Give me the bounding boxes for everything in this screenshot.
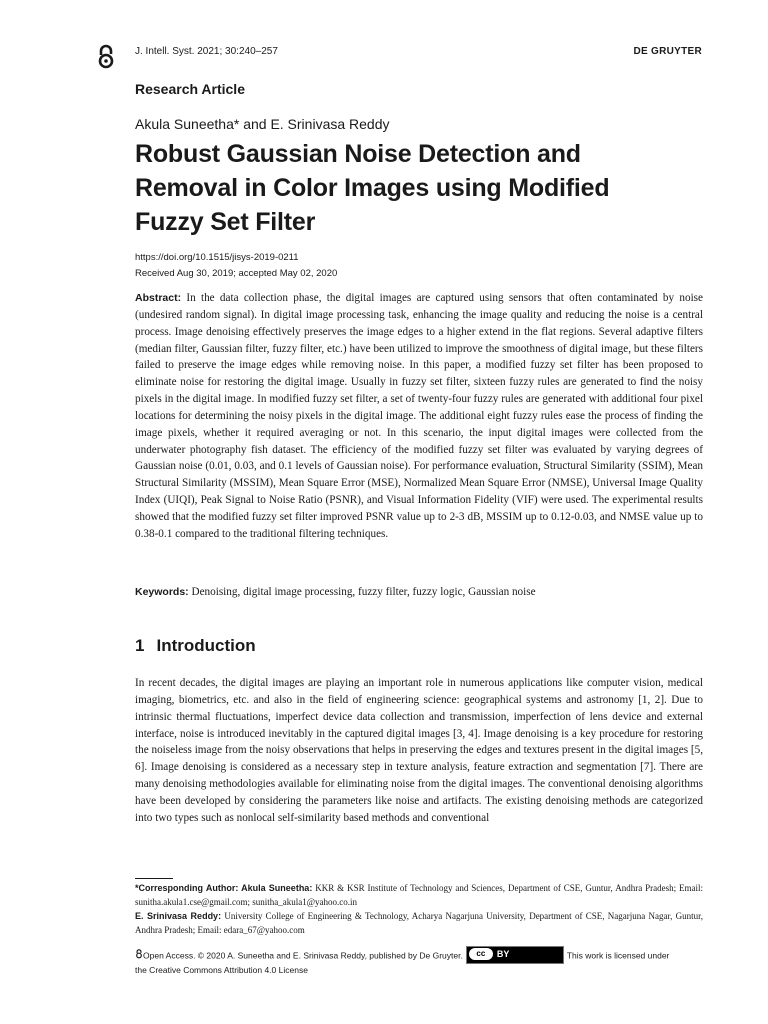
keywords-label: Keywords:	[135, 586, 189, 598]
license-text-after: This work is licensed under	[566, 950, 670, 961]
footnote-second-author	[135, 909, 703, 937]
cc-by-badge[interactable]	[466, 946, 564, 964]
second-author-label: E. Srinivasa Reddy:	[135, 911, 222, 921]
abstract-text: In the data collection phase, the digital images are captured using sensors that often contaminated by noise (undesired random signal). In digital image processing task, enhancing the image quality and reducing the noise is a central process. Image denoising effectively preserves the image edges to a higher extend in the flat regions. Several adaptive filters (median filter, Gaussian filter, fuzzy filter, etc.) have been utilized to improve the smoothness of digital image, but these filters failed to preserve the image edges while removing noise. In this paper, a modified fuzzy set filter has been proposed to eliminate noise for restoring the digital image. Usually in fuzzy set filter, sixteen fuzzy rules are generated to find the noisy pixels in the digital image. In modified fuzzy set filter, a set of twenty-four fuzzy rules are generated with additional four pixel locations for determining the noisy pixels in the digital image. The additional eight fuzzy rules ease the process of finding the image pixels, whether it required averaging or not. In this scenario, the input digital images were collected from the underwater photography fish dataset. The efficiency of the modified fuzzy set filter was evaluated by varying degrees of Gaussian noise (0.01, 0.03, and 0.1 levels of Gaussian noise). For performance evaluation, Structural Similarity (SSIM), Mean Structural Similarity (MSSIM), Mean Square Error (MSE), Normalized Mean Square Error (NMSE), Universal Image Quality Index (UIQI), Peak Signal to Noise Ratio (PSNR), and Visual Information Fidelity (VIF) were used. The experimental results showed that the modified fuzzy set filter improved PSNR value up to 2-3 dB, MSSIM up to 0.12-0.03, and NMSE value up to 0.38-0.1 compared to the traditional filtering techniques.	[135, 292, 703, 540]
keywords	[135, 584, 703, 600]
doi-link[interactable]: https://doi.org/10.1515/jisys-2019-0211	[135, 252, 299, 263]
received-dates: Received Aug 30, 2019; accepted May 02, 2020	[135, 268, 338, 279]
section-title: Introduction	[156, 636, 256, 655]
corresponding-text: KKR & KSR Institute of Technology and Sciences, Department of CSE, Guntur, Andhra Pradesh; Email: sunitha.akula1.cse@gmail.com; sunitha_akula1@yahoo.co.in	[135, 883, 704, 907]
license-notice	[135, 947, 705, 976]
by-label: BY	[496, 949, 510, 959]
paper-title: Robust Gaussian Noise Detection and Removal in Color Images using Modified Fuzzy Set Filter	[135, 140, 610, 236]
open-access-icon	[135, 949, 143, 959]
footnote-corresponding-author	[135, 881, 703, 909]
license-line-2: the Creative Commons Attribution 4.0 License	[135, 965, 308, 975]
keywords-text: Denoising, digital image processing, fuzzy filter, fuzzy logic, Gaussian noise	[191, 586, 536, 598]
section-heading	[135, 636, 256, 656]
second-author-text: University College of Engineering & Technology, Acharya Nagarjuna University, Department of CSE, Nagarjuna Nagar, Guntur, Andhra Pradesh; Email: edara_67@yahoo.com	[135, 911, 703, 935]
abstract-label: Abstract:	[135, 292, 182, 304]
section-number: 1	[135, 636, 145, 655]
cc-icon: cc	[469, 948, 493, 960]
publisher-name: DE GRUYTER	[633, 46, 702, 57]
journal-citation: J. Intell. Syst. 2021; 30:240–257	[135, 46, 278, 57]
corresponding-label: *Corresponding Author: Akula Suneetha:	[135, 883, 313, 893]
introduction-paragraph: In recent decades, the digital images are playing an important role in numerous applications like computer vision, medical imaging, biometrics, etc. and also in the field of engineering science: geographical systems and astronomy [1, 2]. Due to intrinsic thermal fluctuations, imperfect device data collection and transmission, imperfection of lens device and external interface, noise is introduced inevitably in the captured digital images [3, 4]. Image denoising is a key procedure for restoring the noiseless image from the noisy observations that helps in preserving the edges and textures present in the digital images [5, 6]. Image denoising is considered as a necessary step in texture analysis, feature extraction and segmentation [7]. There are many denoising methodologies available for eliminating noise from the digital images. The conventional denoising algorithms have been developed by considering the parameters like noise and artifacts. The existing denoising methods are categorized into two types such as nonlocal self-similarity based methods and conventional	[135, 677, 703, 824]
authors: Akula Suneetha* and E. Srinivasa Reddy	[135, 116, 390, 132]
license-text: Open Access. © 2020 A. Suneetha and E. Srinivasa Reddy, published by De Gruyter.	[143, 950, 463, 961]
open-access-icon	[96, 44, 116, 70]
article-type: Research Article	[135, 81, 245, 97]
abstract	[135, 290, 703, 543]
footnote-divider	[135, 878, 173, 879]
